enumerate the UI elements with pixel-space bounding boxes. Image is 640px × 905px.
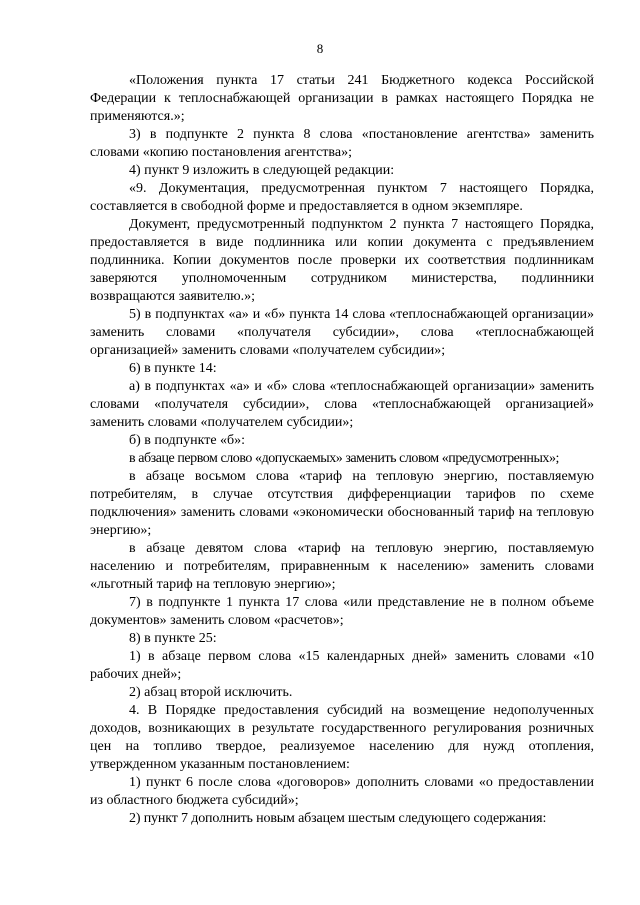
paragraph: 2) пункт 7 дополнить новым абзацем шестым следующего содержания: — [129, 811, 547, 826]
paragraph: б) в подпункте «б»: — [129, 433, 246, 448]
paragraph: в абзаце девятом слова «тариф на тепловую энергию, поставляемую населению и потребителям, приравненным к населению» заменить словами «льготный тариф на тепловую энергию»; — [90, 541, 594, 592]
paragraph: «9. Документация, предусмотренная пунктом 7 настоящего Порядка, составляется в свободной форме и предоставляется в одном экземпляре. — [90, 181, 594, 214]
paragraph: «Положения пункта 17 статьи 241 Бюджетного кодекса Российской Федерации к теплоснабжающей организации в рамках настоящего Порядка не применяются.»; — [90, 73, 594, 124]
paragraph: 5) в подпунктах «а» и «б» пункта 14 слова «теплоснабжающей организации» заменить словами «получателя субсидии», слова «теплоснабжающей организацией» заменить словами «получателем субсидии»; — [90, 307, 594, 358]
paragraph: 4. В Порядке предоставления субсидий на возмещение недополученных доходов, возникающих в результате государственного регулирования розничных цен на топливо твердое, реализуемое населению для нужд отопления, утвержденном указанным постановлением: — [90, 703, 594, 772]
page-number: 8 — [316, 41, 324, 56]
paragraph: в абзаце восьмом слова «тариф на тепловую энергию, поставляемую потребителям, в случае отсутствия дифференциации тарифов по схеме подключения» заменить словами «экономически обоснованный тариф на тепловую энергию»; — [90, 469, 594, 538]
paragraph: 1) пункт 6 после слова «договоров» дополнить словами «о предоставлении из областного бюджета субсидий»; — [90, 775, 594, 808]
paragraph: 1) в абзаце первом слова «15 календарных дней» заменить словами «10 рабочих дней»; — [90, 649, 594, 682]
paragraph: а) в подпунктах «а» и «б» слова «теплоснабжающей организации» заменить словами «получателя субсидии», слова «теплоснабжающей организацией» заменить словами «получателем субсидии»; — [90, 379, 594, 430]
paragraph: 4) пункт 9 изложить в следующей редакции: — [129, 163, 395, 178]
paragraph: 3) в подпункте 2 пункта 8 слова «постановление агентства» заменить словами «копию постановления агентства»; — [90, 127, 594, 160]
paragraph: в абзаце первом слово «допускаемых» заменить словом «предусмотренных»; — [129, 451, 559, 466]
document-body — [90, 72, 594, 828]
paragraph: 2) абзац второй исключить. — [129, 685, 293, 700]
paragraph: Документ, предусмотренный подпунктом 2 пункта 7 настоящего Порядка, предоставляется в виде подлинника или копии документа с предъявлением подлинника. Копии документов после проверки их соответствия подлинникам заверяются уполномоченным сотрудником министерства, подлинники возвращаются заявителю.»; — [90, 217, 594, 304]
paragraph: 7) в подпункте 1 пункта 17 слова «или представление не в полном объеме документов» заменить словом «расчетов»; — [90, 595, 594, 628]
paragraph: 6) в пункте 14: — [129, 361, 217, 376]
paragraph: 8) в пункте 25: — [129, 631, 217, 646]
